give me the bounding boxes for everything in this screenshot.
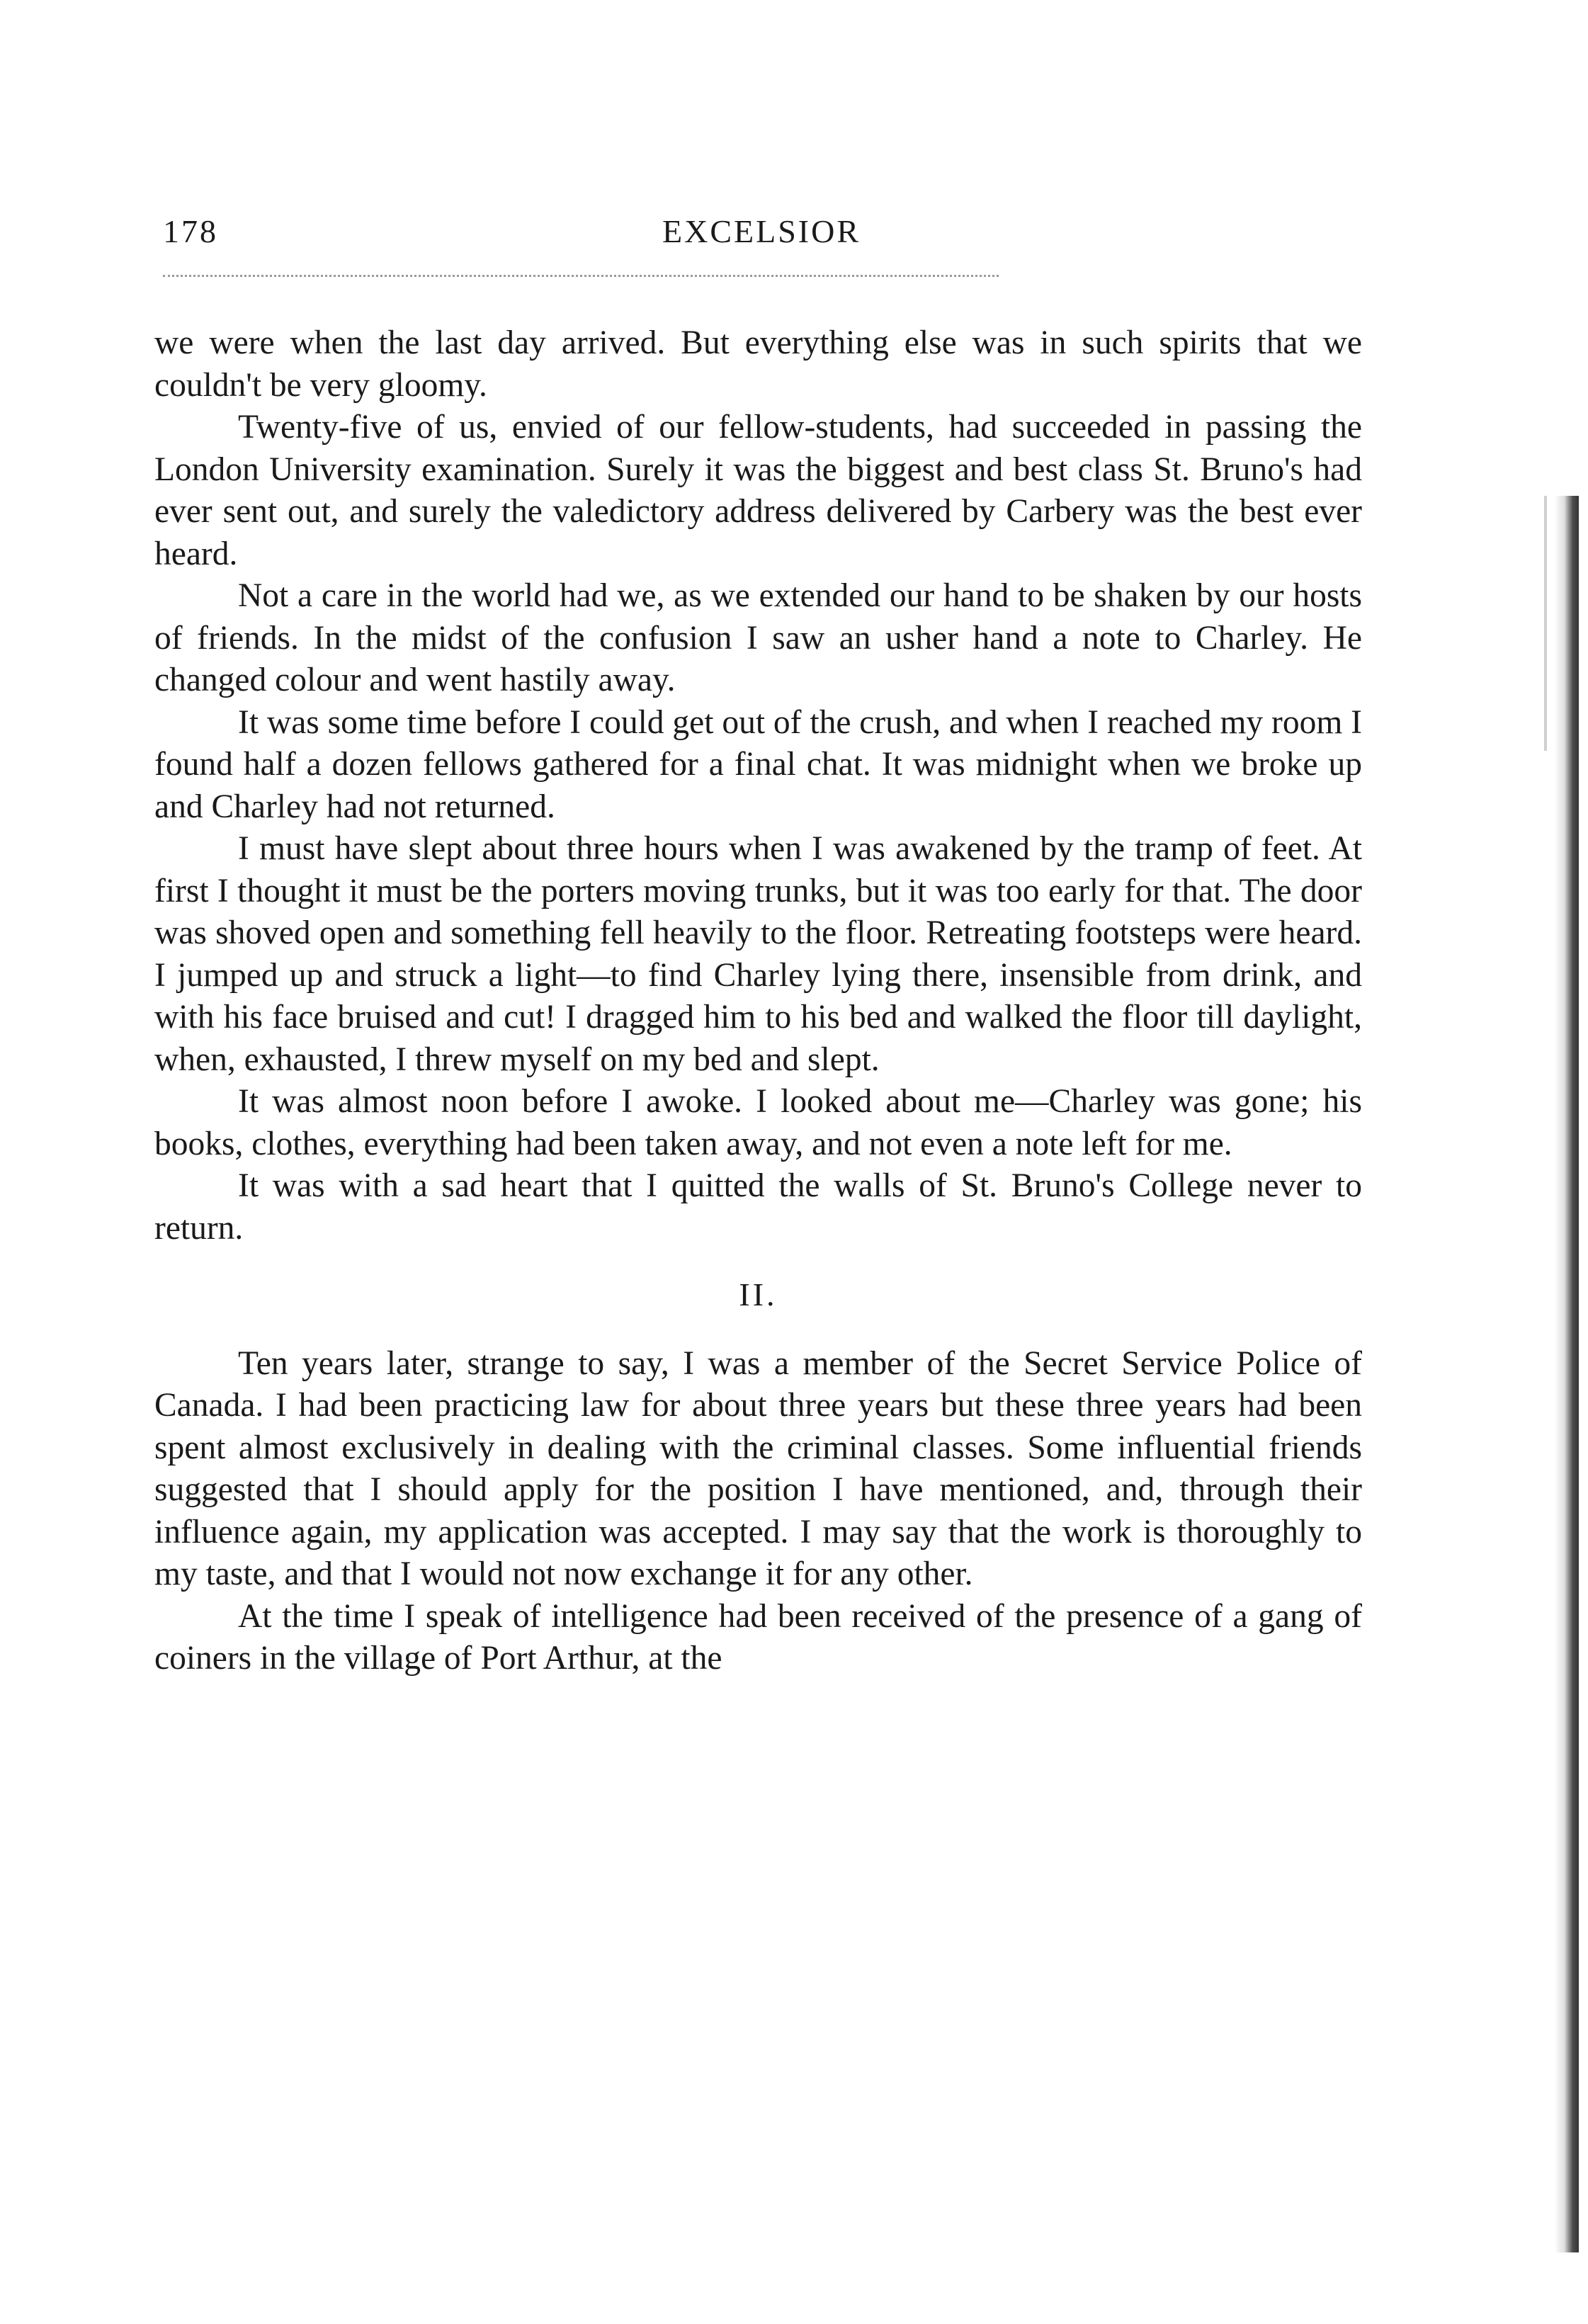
paragraph: Ten years later, strange to say, I was a member of the Secret Service Police of Canada. I had been practicing law for about three years but these three years had been spent almost exclusively in dealing with the criminal classes. Some influential friends suggested that I should apply for the position I have mentioned, and, through their influence again, my application was accepted. I may say that the work is thoroughly to my taste, and that I would not now exchange it for any other. bbox=[154, 1344, 1362, 1592]
paragraph: we were when the last day arrived. But everything else was in such spirits that we couldn't be very gloomy. bbox=[154, 324, 1362, 404]
paragraph: I must have slept about three hours when I was awakened by the tramp of feet. At first I thought it must be the porters moving trunks, but it was too early for that. The door was shoved open and something fell heavily to the floor. Retreating footsteps were heard. I jumped up and struck a light—to find Charley lying there, insensible from drink, and with his face bruised and cut! I dragged him to his bed and walked the floor till daylight, when, exhausted, I threw myself on my bed and slept. bbox=[154, 830, 1362, 1078]
header-divider bbox=[163, 275, 999, 277]
body-text bbox=[154, 322, 1362, 1680]
running-title: EXCELSIOR bbox=[662, 213, 861, 249]
paragraph: It was almost noon before I awoke. I looked about me—Charley was gone; his books, clothes, everything had been taken away, and not even a note left for me. bbox=[154, 1083, 1362, 1162]
section-heading: II. bbox=[739, 1276, 778, 1313]
paragraph: At the time I speak of intelligence had been received of the presence of a gang of coiners in the village of Port Arthur, at the bbox=[154, 1597, 1362, 1677]
paragraph: It was some time before I could get out of the crush, and when I reached my room I found half a dozen fellows gathered for a final chat. It was midnight when we broke up and Charley had not returned. bbox=[154, 703, 1362, 825]
scan-edge-shadow bbox=[1555, 496, 1579, 2252]
paragraph: Twenty-five of us, envied of our fellow-students, had succeeded in passing the London University examination. Surely it was the biggest and best class St. Bruno's had ever sent out, and surely the valedictory address delivered by Carbery was the best ever heard. bbox=[154, 409, 1362, 572]
scan-edge-mark bbox=[1544, 496, 1547, 751]
page-number: 178 bbox=[163, 213, 218, 249]
paragraph: Not a care in the world had we, as we extended our hand to be shaken by our hosts of friends. In the midst of the confusion I saw an usher hand a note to Charley. He changed colour and went hastily away. bbox=[154, 577, 1362, 698]
page-header bbox=[163, 212, 1360, 262]
paragraph: It was with a sad heart that I quitted the walls of St. Bruno's College never to return. bbox=[154, 1167, 1362, 1247]
